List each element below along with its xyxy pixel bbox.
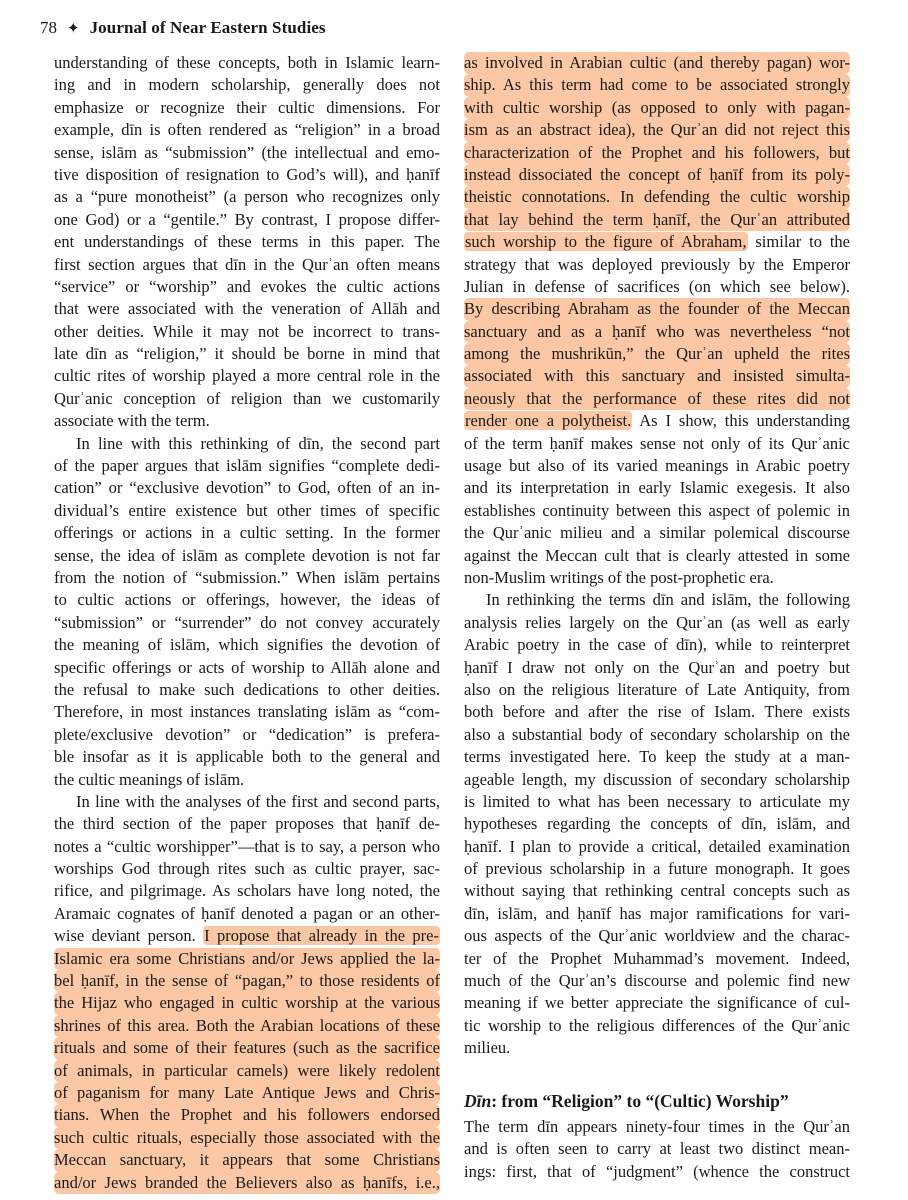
text-line: the Qurʾanic milieu and a similar polemical discourse <box>464 523 850 543</box>
text-line: worships God through rites such as cultic prayer, sac- <box>54 859 440 879</box>
line-text: wise deviant person. <box>54 926 204 946</box>
section-heading <box>464 1090 850 1116</box>
section-heading-rest: : from “Religion” to “(Cultic) Worship” <box>491 1090 789 1111</box>
text-line: much of the Qurʾan’s discourse and polemic find new <box>464 971 850 991</box>
highlighted-text-line: bel ḥanīf, in the sense of “pagan,” to those residents of <box>54 970 440 992</box>
highlighted-text-line: instead dissociated the concept of ḥanīf from its poly- <box>464 164 850 186</box>
text-line: as a “pure monotheist” (a person who recognizes only <box>54 187 440 207</box>
text-line: analysis relies largely on the Qurʾan (as well as early <box>464 612 850 632</box>
text-line: cation” or “exclusive devotion” to God, often of an in- <box>54 478 440 498</box>
text-line: ing and in modern scholarship, generally does not <box>54 75 440 95</box>
right-column-body <box>464 52 850 1060</box>
text-line: terms investigated here. To keep the study at a man- <box>464 747 850 767</box>
text-line: the third section of the paper proposes that ḥanīf de- <box>54 814 440 834</box>
text-line: ble insofar as it is applicable both to the general and <box>54 747 440 767</box>
text-line: the refusal to make such dedications to other deities. <box>54 679 440 699</box>
text-line: of previous scholarship in a future monograph. It goes <box>464 859 850 879</box>
text-line: and is often seen to carry at least two distinct mean- <box>464 1139 850 1159</box>
highlighted-text-line: ship. As this term had come to be associated strongly <box>464 74 850 96</box>
text-line: hypotheses regarding the concepts of dīn, islām, and <box>464 814 850 834</box>
text-line: also on the religious literature of Late Antiquity, from <box>464 679 850 699</box>
highlighted-text-line: ism as an abstract idea), the Qurʾan did not reject this <box>464 119 850 141</box>
page-number: 78 <box>40 18 57 37</box>
text-line: tic worship to the religious differences of the Qurʾanic <box>464 1015 850 1035</box>
text-line: ent understandings of these terms in this paper. The <box>54 232 440 252</box>
ornament-icon: ✦ <box>67 20 80 37</box>
text-line: to cultic actions or offerings, however, the ideas of <box>54 590 440 610</box>
text-line: sense, islām as “submission” (the intellectual and emo- <box>54 142 440 162</box>
text-line <box>464 410 850 432</box>
highlighted-text-line: among the mushrikūn,” the Qurʾan upheld the rites <box>464 343 850 365</box>
text-line: offerings or actions in a cultic setting. In the former <box>54 523 440 543</box>
text-line: other deities. While it may not be incorrect to trans- <box>54 321 440 341</box>
text-line: In line with the analyses of the first and second parts, <box>76 791 440 811</box>
text-line: ageable length, my discussion of secondary scholarship <box>464 769 850 789</box>
left-column <box>54 52 440 1194</box>
text-line: establishes continuity between this aspect of polemic in <box>464 500 850 520</box>
highlighted-text-line: such cultic rituals, especially those associated with the <box>54 1127 440 1149</box>
highlighted-text-line: neously that the performance of these rites did not <box>464 388 850 410</box>
text-line: is limited to what has been necessary to articulate my <box>464 791 850 811</box>
text-line: The term dīn appears ninety-four times in the Qurʾan <box>464 1116 850 1136</box>
section-gap <box>464 1060 850 1082</box>
text-line: “submission” or “surrender” do not convey accurately <box>54 612 440 632</box>
text-line: tive disposition of resignation to God’s will), and ḥanīf <box>54 164 440 184</box>
highlighted-text-line: tians. When the Prophet and his followers endorsed <box>54 1104 440 1126</box>
text-line: rifice, and pilgrimage. As scholars have long noted, the <box>54 881 440 901</box>
highlighted-text-line: with cultic worship (as opposed to only with pagan- <box>464 97 850 119</box>
text-line: associate with the term. <box>54 411 210 431</box>
text-line: understanding of these concepts, both in Islamic learn- <box>54 53 440 72</box>
highlighted-text-line: Meccan sanctuary, it appears that some Christians <box>54 1149 440 1171</box>
text-line: against the Meccan cult that is clearly attested in some <box>464 545 850 565</box>
highlighted-text-line: associated with this sanctuary and insisted simulta- <box>464 365 850 387</box>
text-line: specific offerings or acts of worship to Allāh alone and <box>54 657 440 677</box>
text-line: meaning if we better appreciate the significance of cul- <box>464 993 850 1013</box>
text-line <box>54 925 440 947</box>
highlight-span: render one a polytheist. <box>465 411 632 431</box>
section-heading-term: Dīn <box>464 1090 492 1111</box>
text-line: In line with this rethinking of dīn, the second part <box>76 433 440 453</box>
text-line: the cultic meanings of islām. <box>54 769 245 789</box>
text-line: also a substantial body of secondary scholarship on the <box>464 724 850 744</box>
text-line: of the paper argues that islām signifies “complete dedi- <box>54 456 440 476</box>
highlighted-text-line: rituals and some of their features (such as the sacrifice <box>54 1037 440 1059</box>
text-line: Qurʾanic conception of religion than we customarily <box>54 388 440 408</box>
text-line: “service” or “worship” and evokes the cultic actions <box>54 276 440 296</box>
text-line: of the term ḥanīf makes sense not only of its Qurʾanic <box>464 433 850 453</box>
right-column <box>464 52 850 1183</box>
highlight-span: such worship to the figure of Abraham, <box>465 232 747 252</box>
text-line: that were associated with the veneration of Allāh and <box>54 299 440 319</box>
highlight-span: I propose that already in the pre- <box>204 926 439 946</box>
highlighted-text-line: By describing Abraham as the founder of the Meccan <box>464 298 850 320</box>
text-line: strategy that was deployed previously by the Emperor <box>464 254 850 274</box>
text-line: ter of the Prophet Muhammad’s movement. Indeed, <box>464 948 850 968</box>
text-line <box>464 231 850 253</box>
line-text: As I show, this understanding <box>632 411 850 431</box>
section-body <box>464 1116 850 1183</box>
text-line: and its interpretation in early Islamic exegesis. It also <box>464 478 850 498</box>
text-line: notes a “cultic worshipper”—that is to say, a person who <box>54 836 440 856</box>
line-text: similar to the <box>747 232 850 252</box>
text-line: cultic rites of worship played a more central role in the <box>54 366 440 386</box>
text-line: plete/exclusive devotion” or “dedication” is prefera- <box>54 724 440 744</box>
text-line: usage but also of its varied meanings in Arabic poetry <box>464 456 850 476</box>
text-line: ḥanīf I draw not only on the Qurʾan and poetry but <box>464 657 850 677</box>
highlighted-text-line: of paganism for many Late Antique Jews and Chris- <box>54 1082 440 1104</box>
text-line: Therefore, in most instances translating islām as “com- <box>54 702 440 722</box>
text-line: the meaning of islām, which signifies the devotion of <box>54 635 440 655</box>
text-line: Aramaic cognates of ḥanīf denoted a pagan or an other- <box>54 903 440 923</box>
highlighted-text-line: characterization of the Prophet and his followers, but <box>464 142 850 164</box>
text-line: first section argues that dīn in the Qurʾan often means <box>54 254 440 274</box>
highlighted-text-line: Islamic era some Christians and/or Jews applied the la- <box>54 948 440 970</box>
text-line: one God) or a “gentile.” By contrast, I propose differ- <box>54 209 440 229</box>
highlighted-text-line: shrines of this area. Both the Arabian locations of these <box>54 1015 440 1037</box>
text-line: Julian in defense of sacrifices (on which see below). <box>464 276 850 296</box>
text-line: example, dīn is often rendered as “religion” in a broad <box>54 120 440 140</box>
text-line: ḥanīf. I plan to provide a critical, detailed examination <box>464 836 850 856</box>
journal-title: Journal of Near Eastern Studies <box>89 18 326 37</box>
text-line: milieu. <box>464 1038 511 1058</box>
text-line: In rethinking the terms dīn and islām, the following <box>486 590 850 610</box>
highlighted-text-line: of animals, in particular camels) were likely redolent <box>54 1060 440 1082</box>
running-header <box>40 14 880 42</box>
text-line: from the notion of “submission.” When islām pertains <box>54 567 440 587</box>
text-line: both before and after the rise of Islam. There exists <box>464 702 850 722</box>
text-line: late dīn as “religion,” it should be borne in mind that <box>54 344 440 364</box>
text-line: ous aspects of the Qurʾanic worldview and the charac- <box>464 926 850 946</box>
text-line: dividual’s entire existence but other times of specific <box>54 500 440 520</box>
highlighted-text-line: as involved in Arabian cultic (and thereby pagan) wor- <box>464 52 850 74</box>
highlighted-text-line: sanctuary and as a ḥanīf who was nevertheless “not <box>464 321 850 343</box>
text-line: Arabic poetry in the case of dīn), while to reinterpret <box>464 635 850 655</box>
highlighted-text-line: and/or Jews branded the Believers also as ḥanīfs, i.e., <box>54 1172 440 1194</box>
text-line: dīn, islām, and ḥanīf has major ramifications for vari- <box>464 903 850 923</box>
highlighted-text-line: that lay behind the term ḥanīf, the Qurʾan attributed <box>464 209 850 231</box>
highlighted-text-line: the Hijaz who engaged in cultic worship at the various <box>54 992 440 1014</box>
text-line: without saying that rethinking central concepts such as <box>464 881 850 901</box>
text-line: emphasize or recognize their cultic dimensions. For <box>54 97 440 117</box>
text-line: ings: first, that of “judgment” (whence the construct <box>464 1161 850 1181</box>
text-line: non-Muslim writings of the post-prophetic era. <box>464 567 774 587</box>
text-line: sense, the idea of islām as complete devotion is not far <box>54 545 440 565</box>
highlighted-text-line: theistic connotations. In defending the cultic worship <box>464 186 850 208</box>
